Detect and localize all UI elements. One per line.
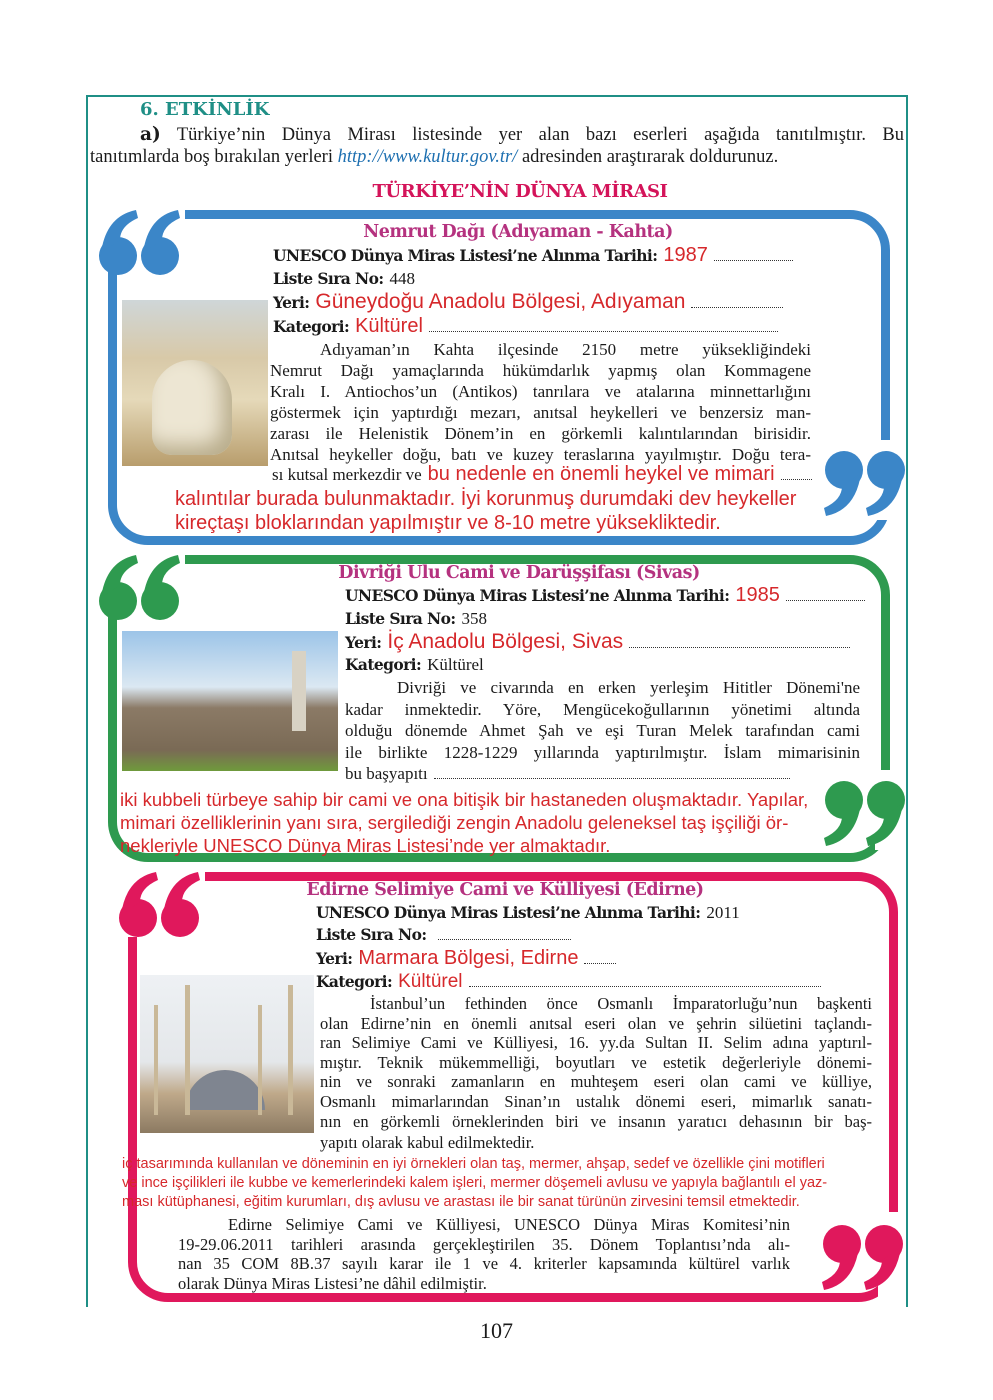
close-quote-icon	[818, 1222, 904, 1292]
dotted-blank	[584, 963, 616, 964]
no-label: Liste Sıra No:	[345, 609, 456, 628]
answer-line[interactable]: mimari özelliklerinin yanı sıra, sergilediği zengin Anadolu geleneksel taş işçiliği ör-	[120, 812, 789, 833]
site-title: Nemrut Dağı (Adıyaman - Kahta)	[363, 222, 673, 242]
answer-line[interactable]: iç tasarımında kullanılan ve döneminin en iyi örnekleri olan taş, mermer, ahşap, sedef ve özellikle çini motifleri	[122, 1156, 825, 1172]
text-line: nan 35 COM 8B.37 sayılı karar ile 1 ve 4. kriterler kapsamında kültürel varlık	[178, 1254, 790, 1273]
page-frame-right	[906, 95, 908, 1307]
text-line: Divriği ve civarında en erken yerleşim Hititler Dönemi'ne	[397, 678, 860, 697]
answer-line[interactable]: bu nedenle en önemli heykel ve mimari	[427, 463, 775, 485]
text-line: kadar inmektedir. Yöre, Mengücekoğullarının yönetimi altında	[345, 699, 860, 719]
text-line: Osmanlı mimarlarından Sinan’ın ustalık dönemi eseri, mimarlık sanatı-	[320, 1092, 872, 1111]
text-line: İstanbul’un fethinden önce Osmanlı İmparatorluğu’nun başkenti	[370, 994, 872, 1013]
divrigi-photo	[122, 631, 338, 771]
no-label: Liste Sıra No:	[273, 269, 384, 288]
dotted-blank	[434, 778, 790, 779]
date-value: 2011	[706, 903, 740, 922]
intro-text: adresinden araştırarak doldurunuz.	[517, 147, 779, 167]
intro-line-2	[90, 147, 904, 168]
text-line: olduğu dönemde Ahmet Şah ve eşi Turan Melek tarafından cami	[345, 721, 860, 740]
answer-line[interactable]: nekleriyle UNESCO Dünya Miras Listesi’nde yer almaktadır.	[120, 835, 611, 856]
no-label: Liste Sıra No:	[316, 925, 427, 944]
close-quote-icon	[820, 448, 906, 518]
place-label: Yeri:	[345, 633, 382, 652]
category-label: Kategori:	[273, 317, 350, 336]
answer-line[interactable]: ve ince işçilikleri ile kubbe ve kemerlerindeki kalem işleri, mermer döşemeli avlusu ve yapıyla bağlantılı el yaz-	[122, 1175, 828, 1191]
page-number: 107	[480, 1318, 513, 1343]
dotted-blank	[429, 331, 778, 332]
text-line: mıştır. Teknik mükemmelliği, boyutları ve estetik değerleriyle dönemi-	[320, 1052, 872, 1072]
kultur-link[interactable]: http://www.kultur.gov.tr/	[337, 147, 518, 167]
dotted-blank	[781, 479, 812, 480]
category-field	[273, 315, 778, 338]
text-line: 19-29.06.2011 tarihleri arasında gerçekleştirilen 35. Dönem Toplantısı’nda alı-	[178, 1234, 790, 1254]
intro-text: Türkiye’nin Dünya Mirası listesinde yer alan bazı eserleri aşağıda tanıtılmıştır. Bu	[160, 125, 904, 145]
text-line: ile birlikte 1228-1229 yıllarında yaptırılmıştır. İslam mimarisinin	[345, 742, 860, 762]
no-value: 358	[461, 609, 487, 628]
site-title: Edirne Selimiye Cami ve Külliyesi (Edirne)	[306, 880, 704, 900]
place-label: Yeri:	[316, 949, 353, 968]
text-line: olan Edirne’nin en önemli anıtsal eseri olan ve şehrin silüetini taçlandı-	[320, 1013, 872, 1033]
category-value: Kültürel	[427, 655, 484, 674]
text-line: nin ve sonraki zamanların en muhteşem eseri olan cami ve külliye,	[320, 1072, 872, 1092]
date-field	[345, 584, 865, 607]
text-line: göstermek için yaptırdığı mezarı, anıtsal heykelleri ve benzersiz man-	[270, 403, 811, 422]
item-label: a)	[140, 124, 161, 145]
intro-line-1	[90, 124, 904, 146]
page-frame-left	[86, 95, 88, 1307]
intro-text: tanıtımlarda boş bırakılan yerleri	[90, 147, 338, 167]
activity-heading: 6. ETKİNLİK	[140, 99, 270, 120]
nemrut-photo	[122, 300, 268, 466]
no-blank[interactable]	[438, 939, 571, 940]
text-line: zarası ile Helenistik Dönem’in en görkemli kalıntılarından birisidir.	[270, 424, 811, 443]
category-answer[interactable]: Kültürel	[398, 971, 463, 992]
answer-line[interactable]: kireçtaşı bloklarından yapılmıştır ve 8-10 metre yüksekliktedir.	[175, 511, 721, 534]
category-label: Kategori:	[316, 972, 393, 991]
dotted-blank	[786, 600, 865, 601]
desc-end-field	[345, 764, 790, 784]
dotted-blank	[691, 307, 783, 308]
desc-end: bu başyapıtı	[345, 764, 428, 783]
answer-line[interactable]: iki kubbeli türbeye sahip bir cami ve ona bitişik bir hastaneden oluşmaktadır. Yapılar,	[120, 789, 809, 810]
text-line: Anıtsal heykeller doğu, batı ve kuzey teraslarına yayılmıştır. Doğu tera-	[270, 445, 811, 464]
desc-end: yapıtı olarak kabul edilmektedir.	[320, 1133, 535, 1152]
selimiye-photo	[140, 975, 314, 1133]
date-answer[interactable]: 1985	[735, 584, 780, 606]
text-line: Adıyaman’ın Kahta ilçesinde 2150 metre yüksekliğindeki	[320, 340, 811, 359]
date-field	[273, 244, 793, 267]
answer-line[interactable]: ması kütüphanesi, eğitim kurumları, dış avlusu ve arastası ile bir sanat türünün zirvesini temsil etmektedir.	[122, 1194, 800, 1210]
open-quote-icon	[98, 208, 184, 278]
category-label: Kategori:	[345, 655, 422, 674]
desc-end-field	[272, 463, 812, 486]
place-answer[interactable]: Marmara Bölgesi, Edirne	[358, 947, 579, 969]
text-line: Edirne Selimiye Cami ve Külliyesi, UNESCO Dünya Miras Komitesi’nin	[228, 1215, 790, 1234]
place-field	[316, 947, 616, 970]
dotted-blank	[714, 260, 793, 261]
category-field	[316, 971, 821, 993]
date-field	[316, 903, 740, 923]
answer-line[interactable]: kalıntılar burada bulunmaktadır. İyi korunmuş durumdaki dev heykeller	[175, 488, 797, 510]
no-field	[345, 609, 487, 629]
dotted-blank	[629, 647, 850, 648]
date-label: UNESCO Dünya Miras Listesi’ne Alınma Tarihi:	[316, 903, 701, 922]
place-label: Yeri:	[273, 293, 310, 312]
section-title: TÜRKİYE’NİN DÜNYA MİRASI	[372, 181, 668, 202]
no-field	[273, 269, 415, 289]
category-answer[interactable]: Kültürel	[355, 315, 423, 337]
text-line: Kralı I. Antiochos’un (Antikos) tanrılara ve atalarına minnettarlığını	[270, 382, 811, 401]
site-title: Divriği Ulu Cami ve Darüşşifası (Sivas)	[338, 563, 700, 583]
page-frame-top	[86, 95, 908, 97]
date-answer[interactable]: 1987	[663, 244, 708, 266]
place-field	[345, 630, 850, 654]
place-answer[interactable]: İç Anadolu Bölgesi, Sivas	[387, 630, 624, 653]
no-value: 448	[389, 269, 415, 288]
text-line: olarak Dünya Miras Listesi’ne dâhil edilmiştir.	[178, 1273, 487, 1293]
category-field	[345, 655, 484, 675]
no-field	[316, 926, 571, 944]
place-field	[273, 290, 783, 314]
text-line: nın en görkemli örneklerinden biri ve insanın yaratıcı dehasının bir baş-	[320, 1111, 872, 1131]
dotted-blank	[469, 986, 821, 987]
date-label: UNESCO Dünya Miras Listesi’ne Alınma Tarihi:	[273, 246, 658, 265]
date-label: UNESCO Dünya Miras Listesi’ne Alınma Tarihi:	[345, 586, 730, 605]
text-line: ran Selimiye Cami ve Külliyesi, 16. yy.da Sultan II. Selim adına yaptırıl-	[320, 1033, 872, 1053]
desc-end: sı kutsal merkezdir ve	[272, 465, 422, 484]
place-answer[interactable]: Güneydoğu Anadolu Bölgesi, Adıyaman	[315, 290, 686, 313]
text-line: Nemrut Dağı yamaçlarında hükümdarlık yapmış olan Kommagene	[270, 361, 811, 380]
close-quote-icon	[820, 778, 906, 848]
